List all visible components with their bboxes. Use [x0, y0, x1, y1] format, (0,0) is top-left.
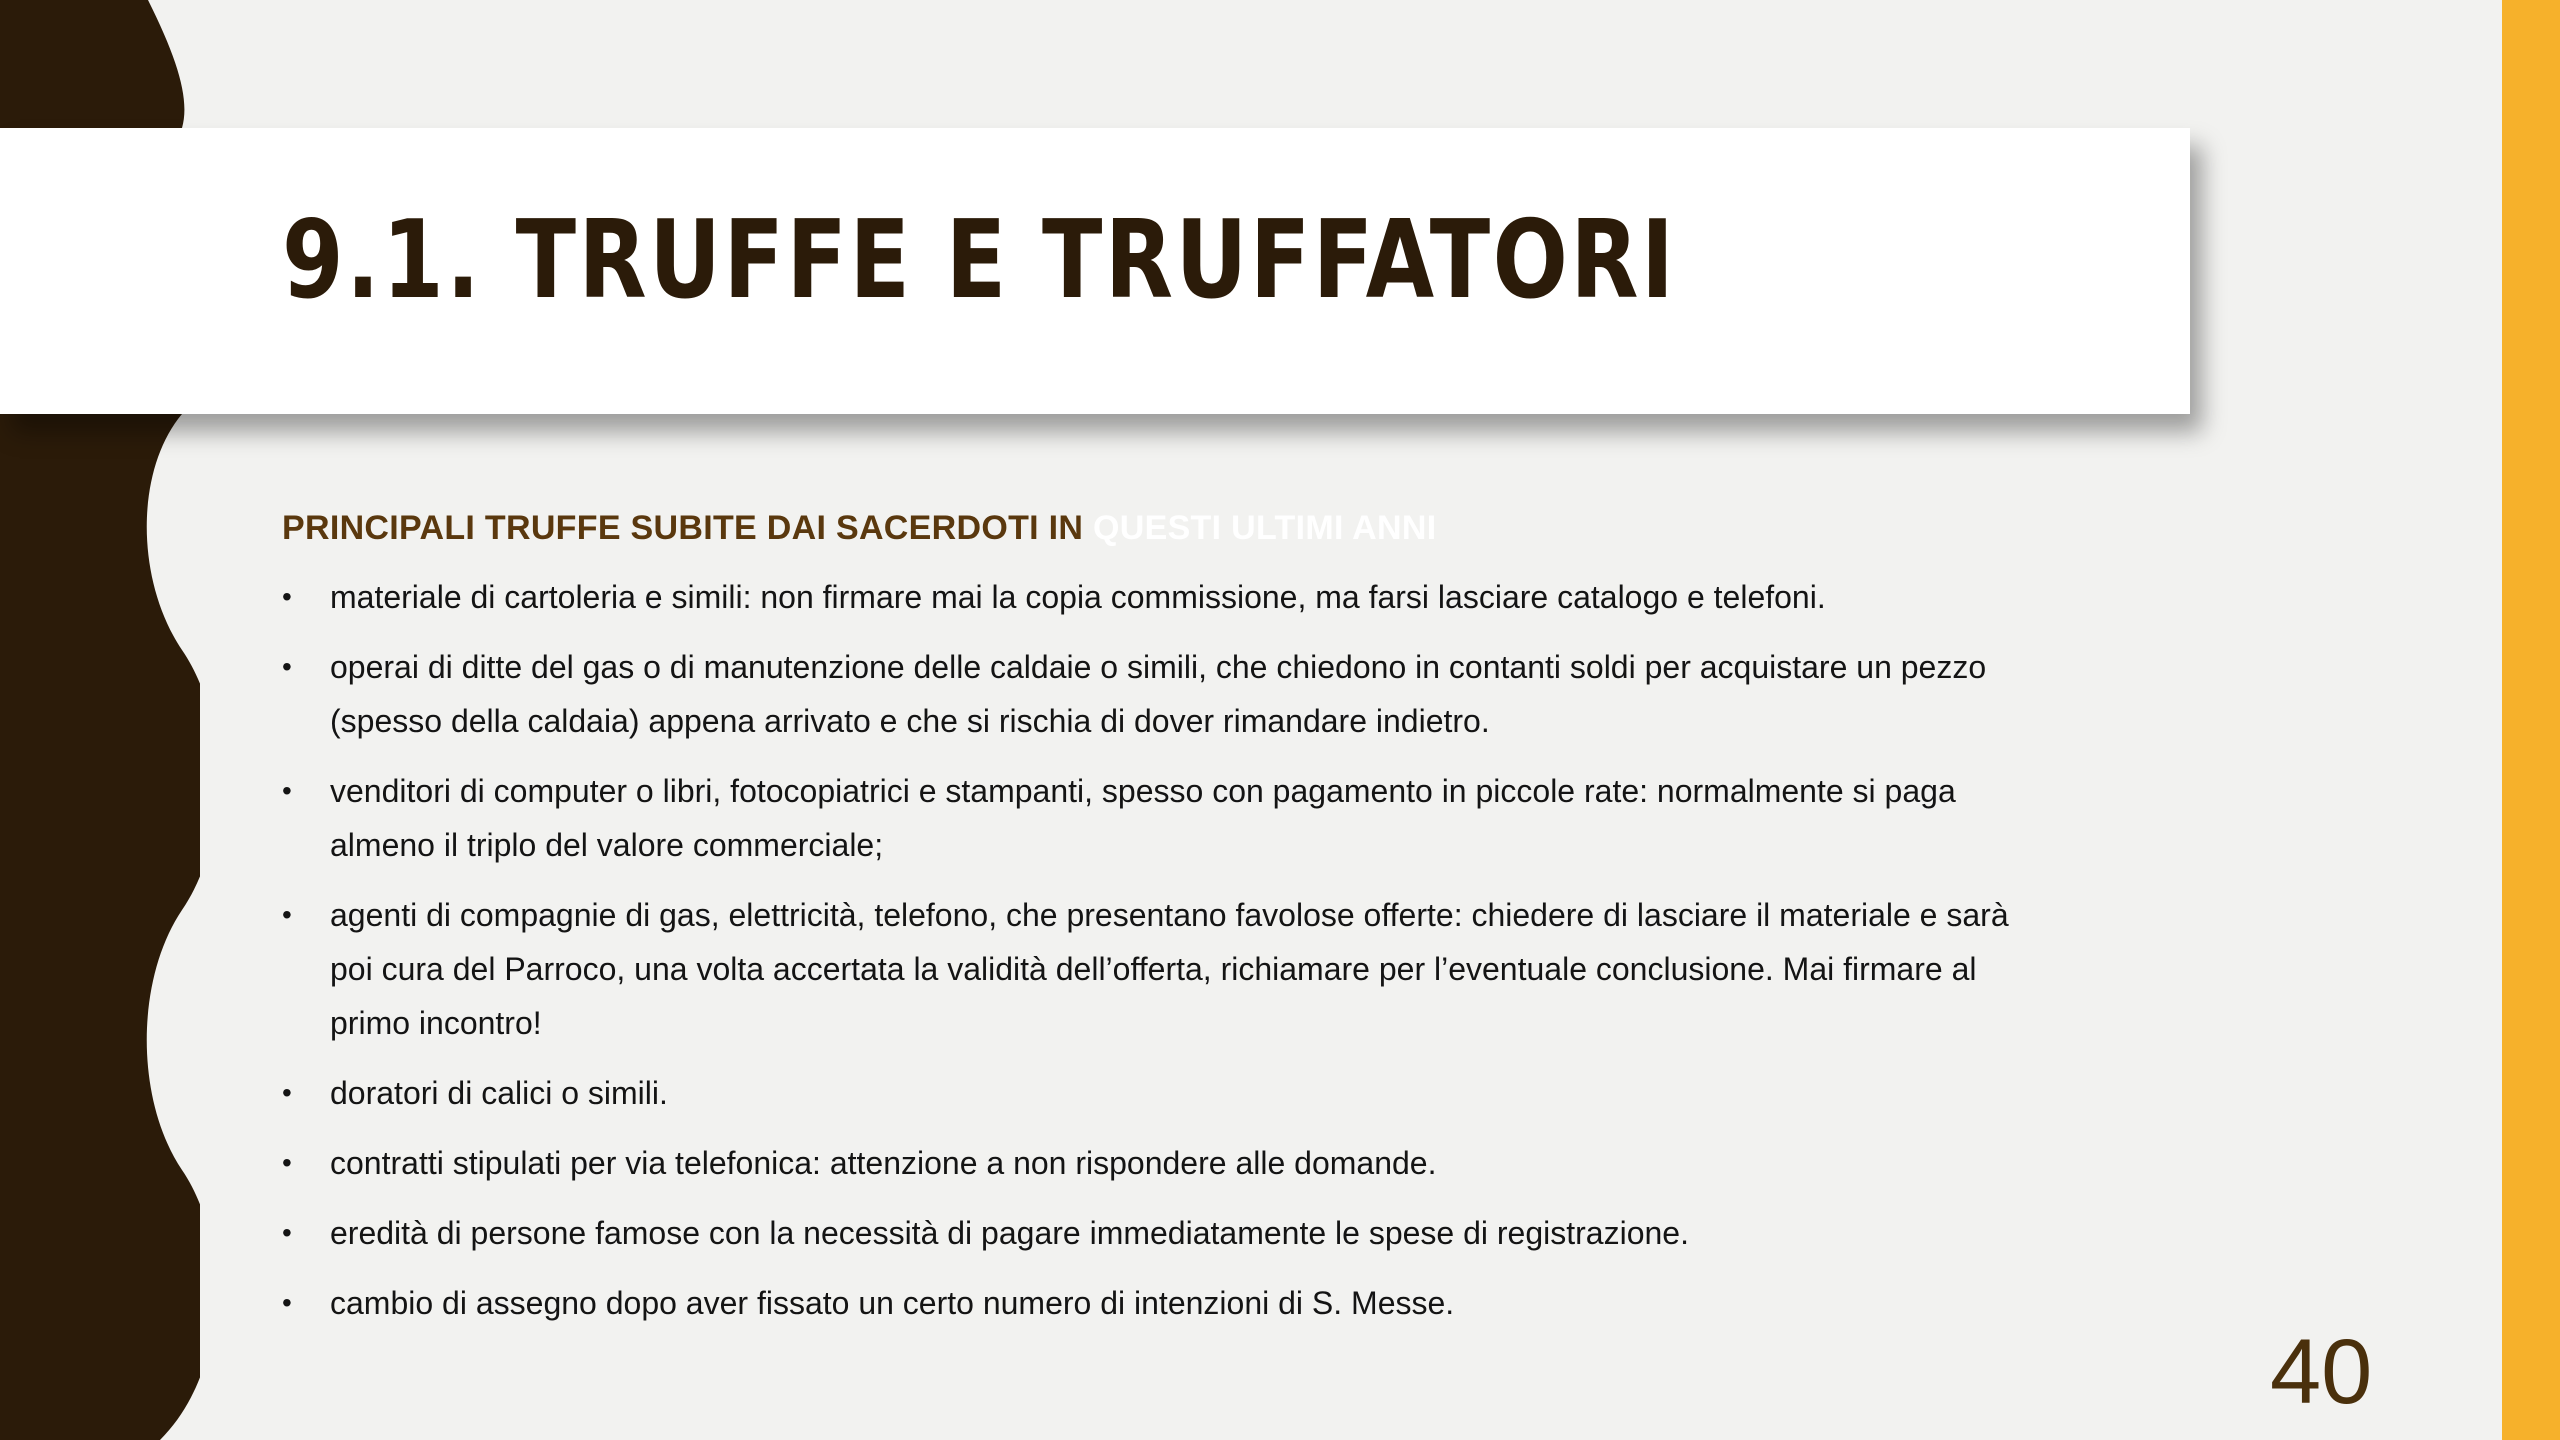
page-number: 40: [2270, 1321, 2373, 1423]
slide-title: 9.1. TRUFFE E TRUFFATORI: [282, 198, 1677, 323]
list-item: [282, 888, 2022, 1050]
list-item: [282, 764, 2022, 872]
list-item-text: agenti di compagnie di gas, elettricità, telefono, che presentano favolose offerte: chiedere di lasciare il materiale e sarà poi cura del Parroco, una volta accertata la validità dell’offerta, richiamare per l’eventuale conclusione. Mai firmare al primo incontro!: [330, 897, 2009, 1041]
bullet-icon: •: [282, 899, 292, 930]
list-item: [282, 1136, 2022, 1190]
section-subtitle: [282, 500, 2022, 556]
list-item: [282, 570, 2022, 624]
list-item-text: materiale di cartoleria e simili: non firmare mai la copia commissione, ma farsi lasciare catalogo e telefoni.: [330, 579, 1826, 615]
list-item-text: operai di ditte del gas o di manutenzione delle caldaie o simili, che chiedono in contanti soldi per acquistare un pezzo (spesso della caldaia) appena arrivato e che si rischia di dover rimandare indietro.: [330, 649, 1987, 739]
bullet-icon: •: [282, 1217, 292, 1248]
slide-content: [282, 500, 2022, 1346]
bullet-icon: •: [282, 1077, 292, 1108]
bullet-list: [282, 570, 2022, 1330]
bullet-icon: •: [282, 651, 292, 682]
list-item: [282, 1276, 2022, 1330]
list-item-text: cambio di assegno dopo aver fissato un certo numero di intenzioni di S. Messe.: [330, 1285, 1455, 1321]
list-item-text: doratori di calici o simili.: [330, 1075, 668, 1111]
right-accent-bar: [2502, 0, 2560, 1440]
subtitle-faded: QUESTI ULTIMI ANNI: [1093, 509, 1437, 547]
bullet-icon: •: [282, 581, 292, 612]
subtitle-main: PRINCIPALI TRUFFE SUBITE DAI SACERDOTI IN: [282, 509, 1084, 547]
list-item-text: venditori di computer o libri, fotocopiatrici e stampanti, spesso con pagamento in piccole rate: normalmente si paga almeno il triplo del valore commerciale;: [330, 773, 1956, 863]
list-item: [282, 1066, 2022, 1120]
list-item: [282, 1206, 2022, 1260]
list-item-text: contratti stipulati per via telefonica: attenzione a non rispondere alle domande.: [330, 1145, 1437, 1181]
bullet-icon: •: [282, 1147, 292, 1178]
bullet-icon: •: [282, 1287, 292, 1318]
bullet-icon: •: [282, 775, 292, 806]
list-item-text: eredità di persone famose con la necessità di pagare immediatamente le spese di registrazione.: [330, 1215, 1689, 1251]
list-item: [282, 640, 2022, 748]
